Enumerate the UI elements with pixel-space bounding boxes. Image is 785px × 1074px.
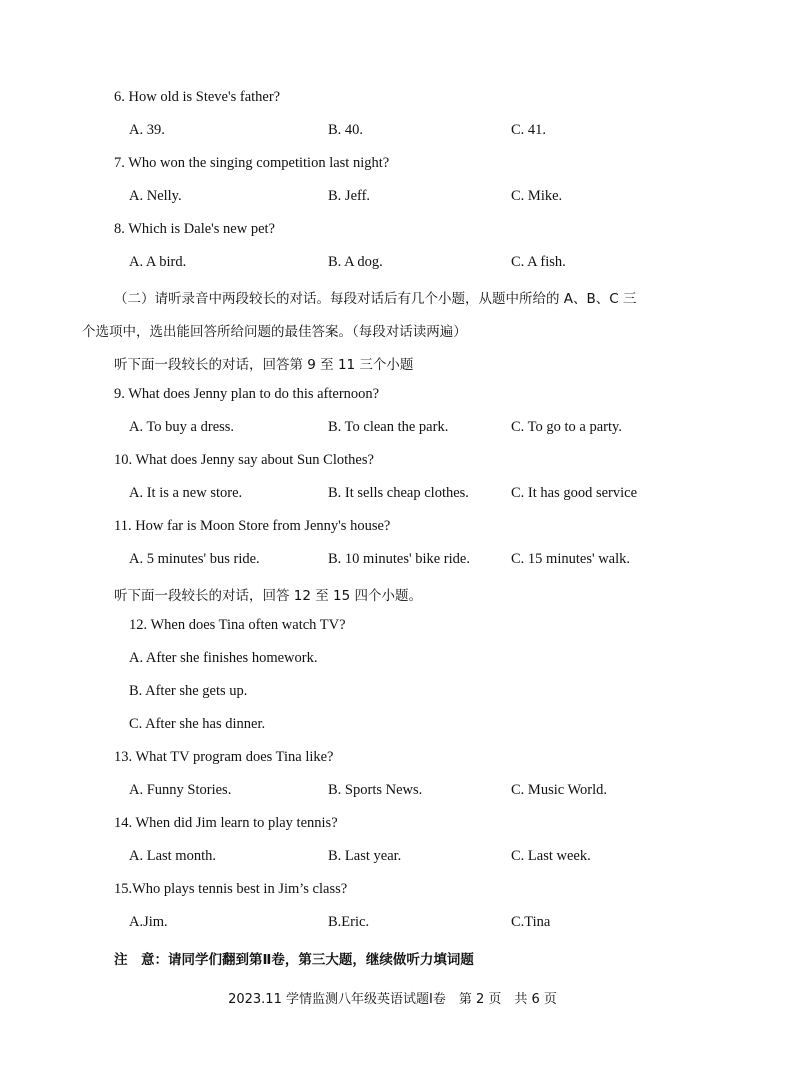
option-a: A. A bird.	[129, 254, 187, 270]
option-a: A. 39.	[129, 122, 165, 138]
question-stem: 7. Who won the singing competition last night?	[114, 155, 390, 171]
option-a: A. Last month.	[129, 848, 216, 864]
page-footer: 2023.11 学情监测八年级英语试题Ⅰ卷 第 2 页 共 6 页	[228, 992, 557, 1007]
section-instruction-line2: 个选项中，选出能回答所给问题的最佳答案。（每段对话读两遍）	[82, 324, 467, 340]
option-b: B. After she gets up.	[129, 683, 248, 699]
option-c: C. 41.	[511, 122, 547, 138]
option-b: B. Last year.	[328, 848, 402, 864]
option-c: C. After she has dinner.	[129, 716, 266, 732]
option-a: A. Nelly.	[129, 188, 182, 204]
option-b: B. 10 minutes' bike ride.	[328, 551, 470, 567]
option-b: B. Sports News.	[328, 782, 423, 798]
option-a: A. 5 minutes' bus ride.	[129, 551, 260, 567]
question-stem: 10. What does Jenny say about Sun Clothes?	[114, 452, 374, 468]
section-instruction-line1: （二）请听录音中两段较长的对话。每段对话后有几个小题，从题中所给的 A、B、C 三	[114, 291, 637, 307]
question-stem: 13. What TV program does Tina like?	[114, 749, 334, 765]
option-a: A. It is a new store.	[129, 485, 243, 501]
option-b: B. It sells cheap clothes.	[328, 485, 469, 501]
question-stem: 11. How far is Moon Store from Jenny's house?	[114, 518, 391, 534]
option-c: C. 15 minutes' walk.	[511, 551, 631, 567]
question-stem: 12. When does Tina often watch TV?	[129, 617, 346, 633]
option-c: C. A fish.	[511, 254, 566, 270]
option-a: A.Jim.	[129, 914, 168, 930]
question-stem: 8. Which is Dale's new pet?	[114, 221, 275, 237]
question-stem: 6. How old is Steve's father?	[114, 89, 281, 105]
option-c: C. Last week.	[511, 848, 591, 864]
option-c: C. It has good service	[511, 485, 638, 501]
option-a: A. To buy a dress.	[129, 419, 235, 435]
dialog-intro: 听下面一段较长的对话，回答 12 至 15 四个小题。	[114, 588, 423, 604]
option-a: A. Funny Stories.	[129, 782, 232, 798]
dialog-intro: 听下面一段较长的对话，回答第 9 至 11 三个小题	[114, 357, 414, 373]
option-b: B. Jeff.	[328, 188, 371, 204]
question-stem: 9. What does Jenny plan to do this afternoon?	[114, 386, 380, 402]
option-c: C.Tina	[511, 914, 551, 930]
option-b: B.Eric.	[328, 914, 370, 930]
option-c: C. Music World.	[511, 782, 608, 798]
option-c: C. To go to a party.	[511, 419, 622, 435]
question-stem: 14. When did Jim learn to play tennis?	[114, 815, 338, 831]
option-b: B. 40.	[328, 122, 364, 138]
question-stem: 15.Who plays tennis best in Jim’s class?	[114, 881, 348, 897]
note: 注 意：请同学们翻到第Ⅱ卷，第三大题，继续做听力填词题	[114, 952, 474, 968]
option-a: A. After she finishes homework.	[129, 650, 318, 666]
option-b: B. A dog.	[328, 254, 383, 270]
option-b: B. To clean the park.	[328, 419, 449, 435]
option-c: C. Mike.	[511, 188, 563, 204]
